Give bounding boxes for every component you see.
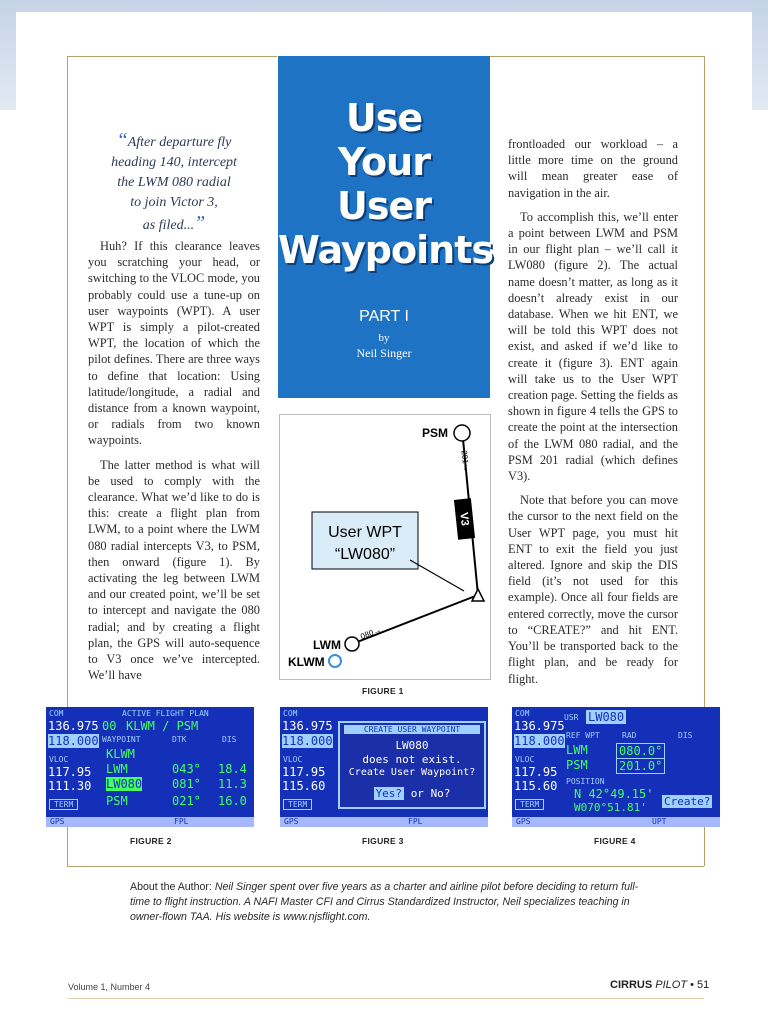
table-row-wpt-selected: LW080	[106, 777, 143, 791]
col-waypoint: WAYPOINT	[102, 735, 141, 744]
dialog-message: does not exist.	[362, 753, 462, 766]
create-button[interactable]: Create?	[664, 795, 711, 808]
byline-author: Neil Singer	[356, 346, 412, 360]
vloc-label: VLOC	[49, 755, 69, 764]
quote-line: heading 140, intercept	[111, 155, 237, 170]
footer-rule	[68, 998, 704, 999]
route-diagram	[280, 415, 490, 679]
col-rad: RAD	[622, 731, 637, 740]
frame-top-left	[67, 56, 277, 57]
page-number: • 51	[690, 979, 710, 991]
title-line: Your	[338, 140, 430, 184]
title-box	[278, 56, 493, 398]
gps-annunciator: GPS	[516, 817, 531, 826]
dialog-choice-row	[340, 787, 484, 800]
term-annunciator: TERM	[49, 799, 78, 810]
ref-wpt-1: LWM	[566, 743, 588, 757]
article-title	[278, 96, 493, 272]
figure-4-caption: FIGURE 4	[594, 836, 636, 846]
frame-bottom	[67, 866, 704, 867]
com-label: COM	[49, 709, 64, 718]
plan-number: 00	[102, 719, 117, 733]
page-indicator: FPL	[174, 817, 189, 826]
magazine-name-italic: PILOT	[655, 979, 688, 991]
plan-name: KLWM / PSM	[126, 719, 199, 733]
col-dis: DIS	[678, 731, 693, 740]
gps-footer-bar	[280, 817, 488, 827]
about-the-author	[130, 880, 650, 925]
figure-3-caption: FIGURE 3	[362, 836, 404, 846]
dialog-waypoint-name: LW080	[395, 739, 429, 752]
vloc-standby-freq: 115.60	[282, 779, 326, 793]
col-dtk: DTK	[172, 735, 187, 744]
com-standby-freq: 118.000	[514, 734, 565, 748]
psm-vor-symbol	[454, 425, 470, 441]
lwm-label: LWM	[313, 638, 341, 652]
quote-line: as filed...	[142, 218, 195, 233]
psm-label: PSM	[422, 426, 449, 440]
table-row-dis: 16.0	[218, 794, 247, 808]
plan-header: ACTIVE FLIGHT PLAN	[122, 709, 209, 718]
figure-3-gps-screen	[280, 707, 488, 827]
paragraph: Huh? If this clearance leaves you scratching your head, or switching to the VLOC mode, you probably could use a tune-up on user waypoints (WPT). A user WPT is simply a pilot-created WPT, the location of which the pilot defines. There are three ways to define that location: Using latitude/longitude, a radial and distance from a known waypoint, or radials from two known waypoints.	[88, 239, 260, 448]
volume-number: Volume 1, Number 4	[68, 982, 151, 992]
dialog-title: CREATE USER WAYPOINT	[344, 725, 480, 734]
vloc-standby-freq: 115.60	[514, 779, 558, 793]
magazine-folio	[610, 979, 709, 991]
radial-2: 201.0°	[616, 758, 665, 774]
col-dis: DIS	[222, 735, 237, 744]
table-row-wpt: KLWM	[106, 747, 135, 761]
about-lead: About the Author:	[130, 881, 212, 893]
radial-1: 080.0°	[616, 743, 665, 759]
gps-footer-bar	[46, 817, 254, 827]
quote-line: After departure fly	[127, 135, 232, 150]
klwm-label: KLWM	[288, 655, 325, 669]
right-column	[508, 136, 678, 695]
gps-display	[46, 707, 254, 827]
figure-2-caption: FIGURE 2	[130, 836, 172, 846]
v3-label: V3	[457, 511, 471, 527]
quote-line: to join Victor 3,	[130, 195, 218, 210]
page-indicator: UPT	[652, 817, 667, 826]
usr-waypoint-name: LW080	[588, 710, 625, 724]
paragraph: To accomplish this, we’ll enter a point between LWM and PSM in our flight plan – we’ll call it LW080 (figure 2). The actual name doesn’t matter, as long as it doesn’t already exist in our database. When we hit ENT, we will be told this WPT does not exist, and asked if we’d like to create it (figure 3). ENT again will take us to the User WPT creation page. Setting the fields as shown in figure 4 tells the GPS to create the point at the intersection of the LWM 080 radial, and the PSM 201 radial (which defines V3).	[508, 209, 678, 484]
byline-by: by	[378, 332, 390, 344]
close-quote-mark: ”	[194, 212, 206, 234]
col-ref-wpt: REF WPT	[566, 731, 600, 740]
create-waypoint-dialog	[338, 721, 486, 809]
com-standby-freq: 118.000	[48, 734, 99, 748]
table-row-dtk: 043°	[172, 762, 201, 776]
quote-line: the LWM 080 radial	[117, 175, 231, 190]
gps-footer-bar	[512, 817, 720, 827]
figure-2-gps-screen	[46, 707, 254, 827]
table-row-dis: 11.3	[218, 777, 247, 791]
term-annunciator: TERM	[515, 799, 544, 810]
table-row-wpt: LWM	[106, 762, 128, 776]
figure-4-gps-screen	[512, 707, 720, 827]
or-label: or	[410, 787, 424, 800]
yes-button[interactable]: Yes?	[375, 787, 403, 800]
radial-080-label: 080→	[359, 625, 383, 642]
left-column	[88, 238, 260, 691]
table-row-dtk: 021°	[172, 794, 201, 808]
title-line: Use	[345, 96, 423, 140]
open-quote-mark: “	[116, 129, 128, 151]
gps-annunciator: GPS	[50, 817, 65, 826]
gps-display	[280, 707, 488, 827]
klwm-airport-symbol	[329, 655, 341, 667]
title-line: User	[337, 184, 431, 228]
paragraph: Note that before you can move the cursor to the next field on the User WPT page, you must hit ENT to exit the field you just altered. Ignore and skip the DIS field (it’s not used for this example). Once all four fields are entered correctly, move the cursor to “CREATE?” and hit ENT. You’ll be transported back to the flight plan, and be ready for flight.	[508, 493, 678, 686]
frame-top-right	[490, 56, 704, 57]
table-row-dis: 18.4	[218, 762, 247, 776]
lwm-vor-symbol	[345, 637, 359, 651]
dialog-question: Create User Waypoint?	[348, 767, 476, 778]
vloc-active-freq: 117.95	[282, 765, 326, 779]
no-button[interactable]: No?	[430, 787, 451, 800]
position-label: POSITION	[566, 777, 605, 786]
paragraph: frontloaded our workload – a little more time on the ground will mean greater ease of navigation in the air.	[508, 137, 678, 200]
paragraph: The latter method is what will be used to comply with the clearance. What we’d like to do is this: create a flight plan from LWM, to a point where the LWM 080 radial intercepts V3, to PSM, then onward (figure 1). By activating the leg between LWM and our created point, we’ll be set to intercept and navigate the 080 radial; and by creating a flight plan, the GPS will auto-sequence to V3 once we’ve intercepted. We’ll have	[88, 457, 260, 683]
magazine-name: CIRRUS	[610, 979, 653, 991]
vloc-label: VLOC	[283, 755, 303, 764]
longitude: W070°51.81'	[574, 801, 647, 814]
vloc-label: VLOC	[515, 755, 535, 764]
com-standby-freq: 118.000	[282, 734, 333, 748]
gps-display	[512, 707, 720, 827]
user-wpt-callout-line1: User WPT	[328, 524, 402, 541]
title-line: Waypoints	[278, 228, 493, 272]
com-active-freq: 136.975	[48, 719, 99, 733]
figure-1-diagram	[279, 414, 491, 680]
page-indicator: FPL	[408, 817, 423, 826]
com-active-freq: 136.975	[282, 719, 333, 733]
about-text: Neil Singer spent over five years as a charter and airline pilot before deciding to return full-time to flight instruction. A NAFI Master CFI and Cirrus Standardized Instructor, Neil specializes teaching in owner-flown TAA. His website is www.njsflight.com.	[130, 881, 639, 923]
usr-label: USR	[564, 713, 579, 722]
latitude: N 42°49.15'	[574, 787, 654, 801]
vloc-active-freq: 117.95	[48, 765, 92, 779]
part-label: PART I	[359, 308, 409, 325]
com-label: COM	[283, 709, 298, 718]
table-row-wpt: PSM	[106, 794, 128, 808]
user-wpt-callout-line2: “LW080”	[334, 546, 396, 563]
ref-wpt-2: PSM	[566, 758, 588, 772]
com-active-freq: 136.975	[514, 719, 565, 733]
table-row-dtk: 081°	[172, 777, 201, 791]
pull-quote	[88, 130, 260, 236]
radial-201-label: 201→	[459, 449, 471, 473]
vloc-active-freq: 117.95	[514, 765, 558, 779]
figure-1-caption: FIGURE 1	[362, 686, 404, 696]
gps-annunciator: GPS	[284, 817, 299, 826]
com-label: COM	[515, 709, 530, 718]
vloc-standby-freq: 111.30	[48, 779, 92, 793]
term-annunciator: TERM	[283, 799, 312, 810]
